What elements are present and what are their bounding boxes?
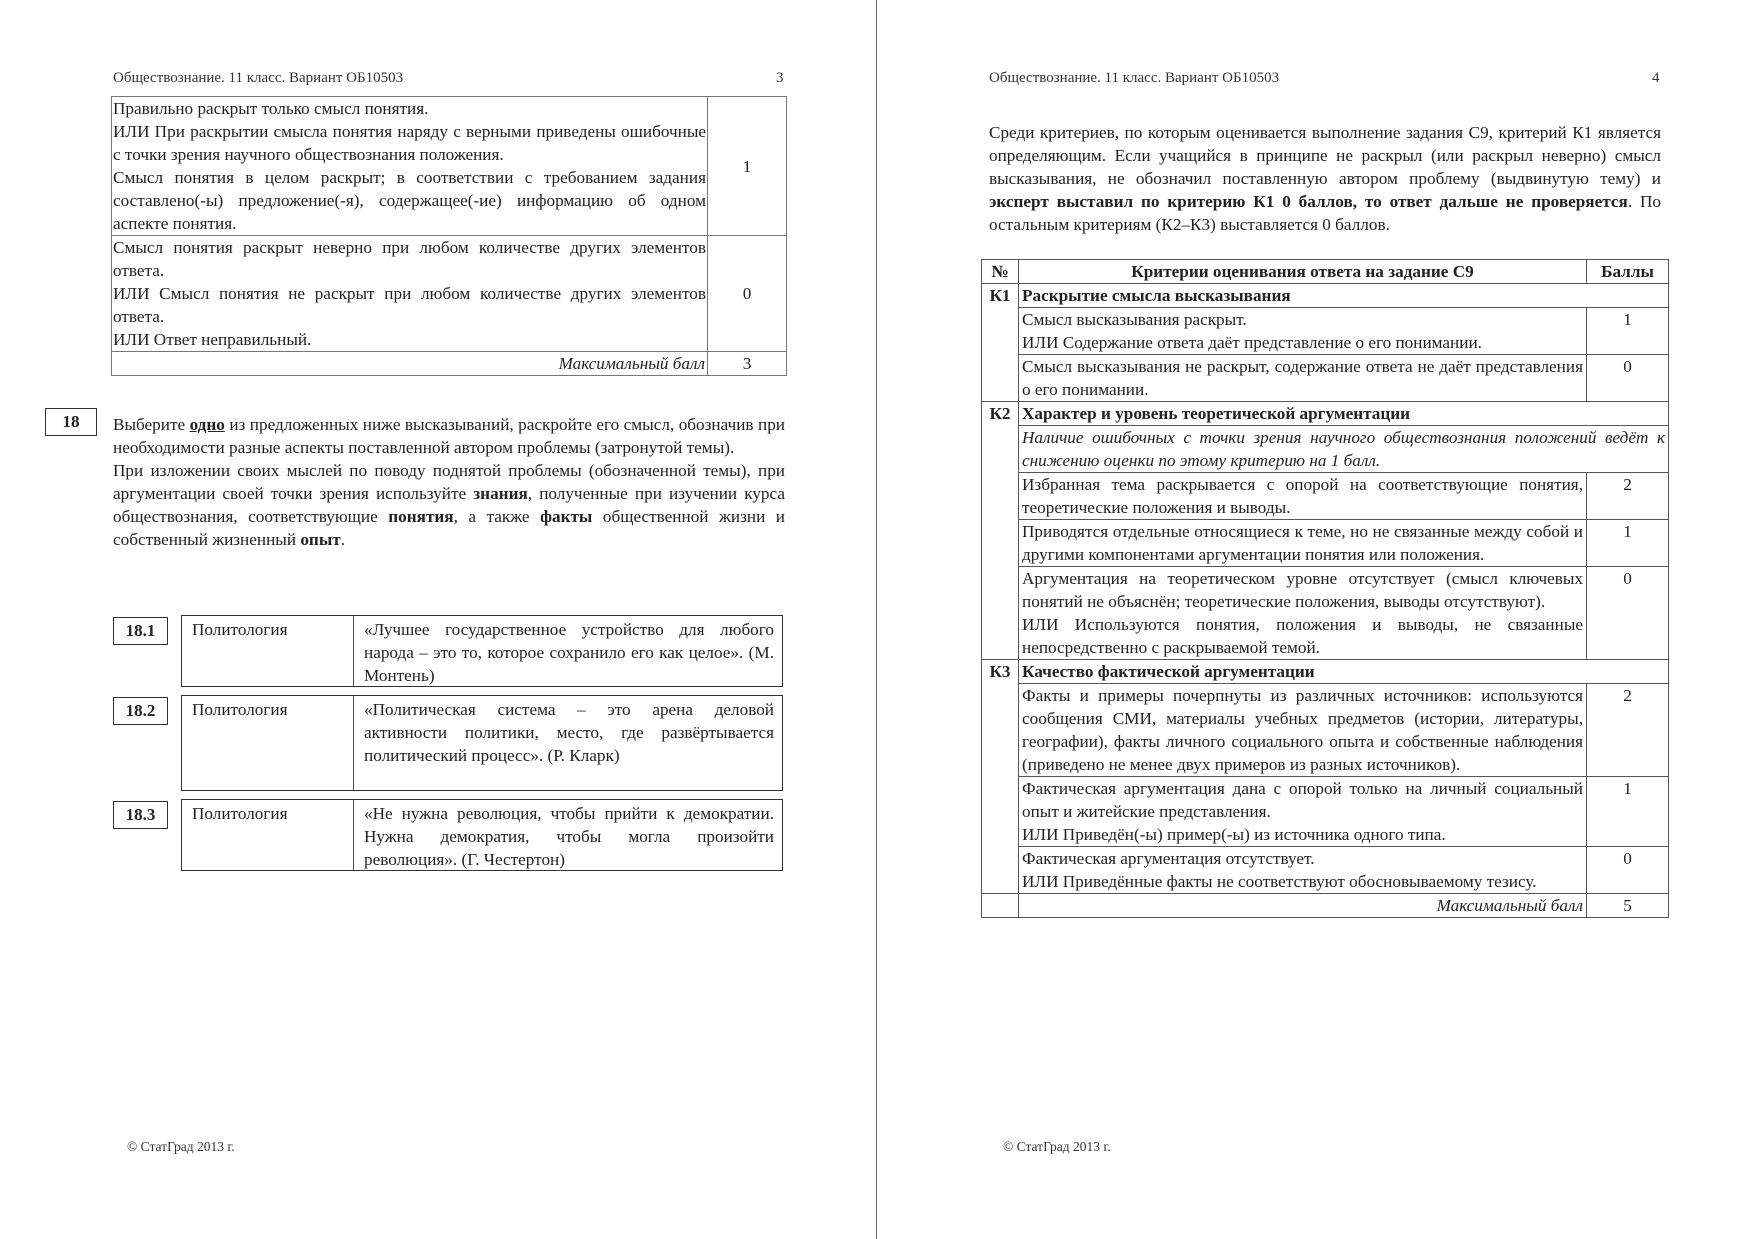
max-score-value: 3 <box>708 352 787 376</box>
text-run: из предложенных ниже высказываний, раскройте его смысл, обозначив при необходимости разные аспекты поставленной автором проблемы (затронутой темы). <box>113 415 785 457</box>
option-number: 18.3 <box>113 801 168 829</box>
column-header-criteria: Критерии оценивания ответа на задание С9 <box>1019 260 1587 284</box>
table-row <box>112 236 787 352</box>
option-divider <box>353 800 354 870</box>
criteria-cell <box>112 97 708 236</box>
criterion-code: К2 <box>982 402 1019 660</box>
bold-run: факты <box>540 507 593 526</box>
criteria-cell <box>112 236 708 352</box>
text-run: . <box>340 530 345 549</box>
description-line: Фактическая аргументация отсутствует. <box>1022 849 1315 868</box>
column-header-score: Баллы <box>1587 260 1669 284</box>
max-score-label: Максимальный балл <box>112 352 708 376</box>
score-cell: 2 <box>1587 684 1669 777</box>
task-paragraph-1 <box>113 413 785 459</box>
text-run: общественной жизни и собственный жизненный <box>113 507 785 549</box>
instructions-paragraph <box>989 121 1661 236</box>
description-line: Смысл высказывания раскрыт. <box>1022 310 1247 329</box>
bold-run: эксперт выставил по критерию К1 0 баллов, то ответ дальше не проверяется <box>989 192 1628 211</box>
table-row <box>112 97 787 236</box>
criterion-row <box>982 660 1669 684</box>
description-line: ИЛИ Приведён(-ы) пример(-ы) из источника одного типа. <box>1022 825 1446 844</box>
table-row <box>982 684 1669 777</box>
criterion-code: К1 <box>982 284 1019 402</box>
criterion-title: Раскрытие смысла высказывания <box>1019 284 1669 308</box>
criterion-title: Качество фактической аргументации <box>1019 660 1669 684</box>
page-footer: © СтатГрад 2013 г. <box>1003 1139 1111 1154</box>
table-row <box>982 847 1669 894</box>
description-line: ИЛИ Приведённые факты не соответствуют обосновываемому тезису. <box>1022 872 1537 891</box>
page-header: Обществознание. 11 класс. Вариант ОБ10503 <box>113 70 404 86</box>
table-row <box>982 520 1669 567</box>
max-score-row <box>982 894 1669 918</box>
option-box <box>181 799 783 871</box>
criteria-line: Правильно раскрыт только смысл понятия. <box>113 99 429 118</box>
bold-run: понятия <box>388 507 454 526</box>
description-line: ИЛИ Содержание ответа даёт представление о его понимании. <box>1022 333 1482 352</box>
text-run: Среди критериев, по которым оценивается выполнение задания С9, критерий К1 является определяющим. Если учащийся в принципе не раскрыл (или раскрыл неверно) смысл высказывания, не обозначил поставленную автором проблему (выдвинутую тему) и <box>989 123 1661 188</box>
score-cell: 1 <box>1587 777 1669 847</box>
score-cell: 0 <box>1587 567 1669 660</box>
score-cell: 1 <box>1587 308 1669 355</box>
criterion-title: Характер и уровень теоретической аргументации <box>1019 402 1669 426</box>
option-quote: «Политическая система – это арена деловой активности политики, место, где развёртывается политический процесс». (Р. Кларк) <box>364 700 774 765</box>
description-cell <box>1019 355 1587 402</box>
description-line: Избранная тема раскрывается с опорой на соответствующие понятия, теоретические положения и выводы. <box>1022 475 1583 517</box>
criterion-note: Наличие ошибочных с точки зрения научного обществознания положений ведёт к снижению оценки по этому критерию на 1 балл. <box>1019 426 1669 473</box>
empty-cell <box>982 894 1019 918</box>
text-run: Выберите <box>113 415 190 434</box>
description-cell <box>1019 684 1587 777</box>
text-run: При изложении своих мыслей по поводу поднятой проблемы (обозначенной темы), при аргументации своей точки зрения используйте <box>113 461 785 503</box>
page-number: 3 <box>776 70 784 86</box>
max-score-label: Максимальный балл <box>1019 894 1587 918</box>
description-line: Факты и примеры почерпнуты из различных источников: используются сообщения СМИ, материалы учебных предметов (истории, литературы, географии), факты личного социального опыта и собственные наблюдения (приведено не менее двух примеров из разных источников). <box>1022 686 1583 774</box>
option-subject: Политология <box>192 620 288 639</box>
option-subject: Политология <box>192 804 288 823</box>
description-line: Фактическая аргументация дана с опорой только на личный социальный опыт и житейские представления. <box>1022 779 1583 821</box>
score-cell: 2 <box>1587 473 1669 520</box>
option-quote: «Лучшее государственное устройство для любого народа – это то, которое сохранило его как целое». (М. Монтень) <box>364 620 774 685</box>
table-header-row <box>982 260 1669 284</box>
criteria-line: Смысл понятия раскрыт неверно при любом количестве других элементов ответа. <box>113 238 706 280</box>
table-row <box>982 426 1669 473</box>
criteria-line: ИЛИ Смысл понятия не раскрыт при любом количестве других элементов ответа. <box>113 284 706 326</box>
score-cell: 0 <box>708 236 787 352</box>
text-run: . По остальным критериям (К2–К3) выставляется 0 баллов. <box>989 192 1661 234</box>
table-row <box>982 308 1669 355</box>
description-line: Приводятся отдельные относящиеся к теме, но не связанные между собой и другими компонентами аргументации понятия или положения. <box>1022 522 1583 564</box>
option-quote: «Не нужна революция, чтобы прийти к демократии. Нужна демократия, чтобы могла произойти революция». (Г. Честертон) <box>364 804 774 869</box>
emphasis-one: одно <box>189 415 225 434</box>
description-cell <box>1019 520 1587 567</box>
task-text <box>113 413 785 551</box>
task-paragraph-2 <box>113 459 785 551</box>
bold-run: знания <box>473 484 528 503</box>
table-row <box>982 567 1669 660</box>
score-cell: 0 <box>1587 847 1669 894</box>
criteria-line: ИЛИ Ответ неправильный. <box>113 330 312 349</box>
task-number: 18 <box>45 408 97 436</box>
max-score-row <box>112 352 787 376</box>
description-cell <box>1019 308 1587 355</box>
table-row <box>982 355 1669 402</box>
scoring-table <box>111 96 787 376</box>
text-run: , а также <box>453 507 541 526</box>
option-number: 18.2 <box>113 697 168 725</box>
criterion-code: К3 <box>982 660 1019 894</box>
column-header-number: № <box>982 260 1019 284</box>
description-line: ИЛИ Используются понятия, положения и выводы, не связанные непосредственно с раскрываемой темой. <box>1022 615 1583 657</box>
option-divider <box>353 616 354 686</box>
criterion-row <box>982 284 1669 308</box>
table-row <box>982 473 1669 520</box>
description-cell <box>1019 473 1587 520</box>
option-box <box>181 695 783 791</box>
option-divider <box>353 696 354 790</box>
bold-run: опыт <box>300 530 341 549</box>
criteria-line: Смысл понятия в целом раскрыт; в соответствии с требованием задания составлено(-ы) предложение(-я), содержащее(-ие) информацию об одном аспекте понятия. <box>113 168 706 233</box>
score-cell: 0 <box>1587 355 1669 402</box>
score-cell: 1 <box>1587 520 1669 567</box>
option-box <box>181 615 783 687</box>
description-line: Смысл высказывания не раскрыт, содержание ответа не даёт представления о его понимании. <box>1022 357 1583 399</box>
description-cell <box>1019 847 1587 894</box>
table-row <box>982 777 1669 847</box>
description-cell <box>1019 567 1587 660</box>
page-header: Обществознание. 11 класс. Вариант ОБ10503 <box>989 70 1280 86</box>
criteria-table <box>981 259 1669 918</box>
description-cell <box>1019 777 1587 847</box>
text-run: , полученные при изучении курса обществознания, соответствующие <box>113 484 785 526</box>
option-number: 18.1 <box>113 617 168 645</box>
score-cell: 1 <box>708 97 787 236</box>
max-score-value: 5 <box>1587 894 1669 918</box>
option-subject: Политология <box>192 700 288 719</box>
criteria-line: ИЛИ При раскрытии смысла понятия наряду с верными приведены ошибочные с точки зрения научного обществознания положения. <box>113 122 706 164</box>
page-number: 4 <box>1652 70 1660 86</box>
criterion-row <box>982 402 1669 426</box>
page-footer: © СтатГрад 2013 г. <box>127 1139 235 1154</box>
description-line: Аргументация на теоретическом уровне отсутствует (смысл ключевых понятий не объяснён; теоретические положения, выводы отсутствуют). <box>1022 569 1583 611</box>
